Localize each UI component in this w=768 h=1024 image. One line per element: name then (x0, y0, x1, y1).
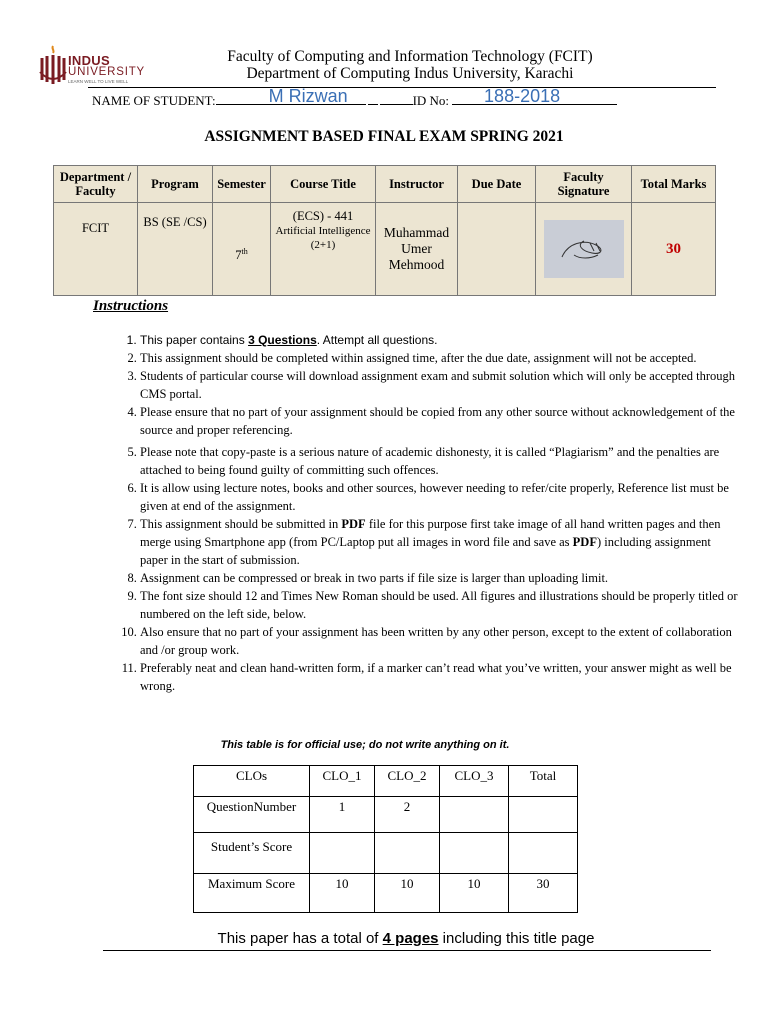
student-id-label: ID No: (412, 93, 450, 108)
student-id-field[interactable] (452, 86, 617, 106)
page-count-note: This paper has a total of 4 pages including this title page (217, 930, 595, 947)
cell-course-title (271, 203, 376, 296)
instruction-item: 6. It is allow using lecture notes, books and other sources, however needing to refer/cite properly, Reference list must be given at end of the assignment. (140, 479, 740, 515)
department-heading: Department of Computing Indus University, Karachi (246, 65, 574, 82)
course-name: Artificial Intelligence (275, 225, 371, 237)
student-info-line (92, 86, 617, 109)
clo-row-maximum-score (194, 874, 578, 913)
header-faculty-signature: Faculty Signature (536, 166, 632, 203)
course-info-row (54, 203, 716, 296)
clo-header: CLOs (194, 766, 310, 797)
logo-line1: INDUS (68, 53, 110, 68)
instruction-item: 1. This paper contains 3 Questions. Attempt all questions. (140, 331, 740, 349)
clo-header-row (194, 766, 578, 797)
signature-image (544, 220, 624, 278)
page-count: 4 pages (382, 930, 439, 947)
instruction-item: 7. This assignment should be submitted in PDF file for this purpose first take image of all hand written pages and then merge using Smartphone app (from PC/Laptop put all images in word file and save as PDF) including assignment paper in the start of submission. (140, 515, 740, 569)
header-divider (88, 87, 716, 88)
clo-cell (509, 833, 578, 874)
logo-line2: UNIVERSITY (68, 66, 146, 78)
official-use-note: This table is for official use; do not write anything on it. (220, 739, 510, 751)
header-due-date: Due Date (458, 166, 536, 203)
clo-cell: 10 (375, 874, 440, 913)
clo-cell: 30 (509, 874, 578, 913)
header-department: Department / Faculty (54, 166, 138, 203)
clo-cell (375, 833, 440, 874)
instruction-item: 3. Students of particular course will download assignment exam and submit solution which will only be accepted through CMS portal. (140, 367, 740, 403)
cell-faculty-signature (536, 203, 632, 296)
clo-cell: 2 (375, 797, 440, 833)
clo-header: CLO_2 (375, 766, 440, 797)
cell-total-marks: 30 (632, 203, 716, 296)
course-credit: (2+1) (310, 239, 336, 251)
logo-tagline: LEARN WELL TO LIVE WELL (68, 79, 129, 84)
clo-cell: Student’s Score (194, 833, 310, 874)
semester-number: 7 (235, 248, 242, 263)
instructions-list (112, 331, 740, 695)
instruction-item: 8. Assignment can be compressed or break in two parts if file size is larger than uploading limit. (140, 569, 740, 587)
student-name-label: NAME OF STUDENT: (92, 93, 216, 108)
instruction-item: 11. Preferably neat and clean hand-written form, if a marker can’t read what you’ve written, your answer might as well be wrong. (140, 659, 740, 695)
course-code: (ECS) - 441 (292, 209, 354, 223)
cell-due-date (458, 203, 536, 296)
header-instructor: Instructor (376, 166, 458, 203)
clo-cell: 10 (440, 874, 509, 913)
instruction-item: 9. The font size should 12 and Times New Roman should be used. All figures and illustrations should be properly titled or numbered on the left side, below. (140, 587, 740, 623)
header-total-marks: Total Marks (632, 166, 716, 203)
header-semester: Semester (213, 166, 271, 203)
clo-cell: 10 (310, 874, 375, 913)
cell-program: BS (SE /CS) (138, 203, 213, 296)
faculty-heading: Faculty of Computing and Information Technology (FCIT) (227, 48, 593, 65)
instruction-item: 10. Also ensure that no part of your assignment has been written by any other person, except to the extent of collaboration and /or group work. (140, 623, 740, 659)
university-emblem-icon (38, 44, 68, 84)
cell-semester (213, 203, 271, 296)
cell-department: FCIT (54, 203, 138, 296)
clo-cell (440, 797, 509, 833)
student-id-value: 188-2018 (484, 86, 561, 106)
clo-cell: Maximum Score (194, 874, 310, 913)
instruction-item: 2. This assignment should be completed within assigned time, after the due date, assignment will not be accepted. (140, 349, 740, 367)
header-course-title: Course Title (271, 166, 376, 203)
clo-header: CLO_1 (310, 766, 375, 797)
instruction-item: 4. Please ensure that no part of your assignment should be copied from any other source without acknowledgement of the source and proper referencing. (140, 403, 740, 439)
clo-header: CLO_3 (440, 766, 509, 797)
clo-header: Total (509, 766, 578, 797)
exam-title: ASSIGNMENT BASED FINAL EXAM SPRING 2021 (204, 128, 564, 145)
instructions-heading: Instructions (93, 298, 169, 314)
clo-row-question-number (194, 797, 578, 833)
cell-instructor: Muhammad Umer Mehmood (376, 203, 458, 296)
student-name-field[interactable] (216, 86, 366, 106)
header-program: Program (138, 166, 213, 203)
clo-cell (310, 833, 375, 874)
clo-cell (440, 833, 509, 874)
course-info-header-row (54, 166, 716, 203)
clo-cell: 1 (310, 797, 375, 833)
signature-scribble-icon (554, 231, 614, 267)
footer-divider (103, 950, 711, 951)
instruction-item: 5. Please note that copy-paste is a serious nature of academic dishonesty, it is called “Plagiarism” and the penalties are attached to being found guilty of committing such offences. (140, 443, 740, 479)
clo-table (193, 765, 578, 913)
course-info-table (53, 165, 716, 296)
semester-suffix: th (241, 247, 248, 257)
student-name-value: M Rizwan (268, 86, 348, 106)
clo-cell: QuestionNumber (194, 797, 310, 833)
clo-row-student-score (194, 833, 578, 874)
clo-cell (509, 797, 578, 833)
university-logo (38, 42, 163, 87)
